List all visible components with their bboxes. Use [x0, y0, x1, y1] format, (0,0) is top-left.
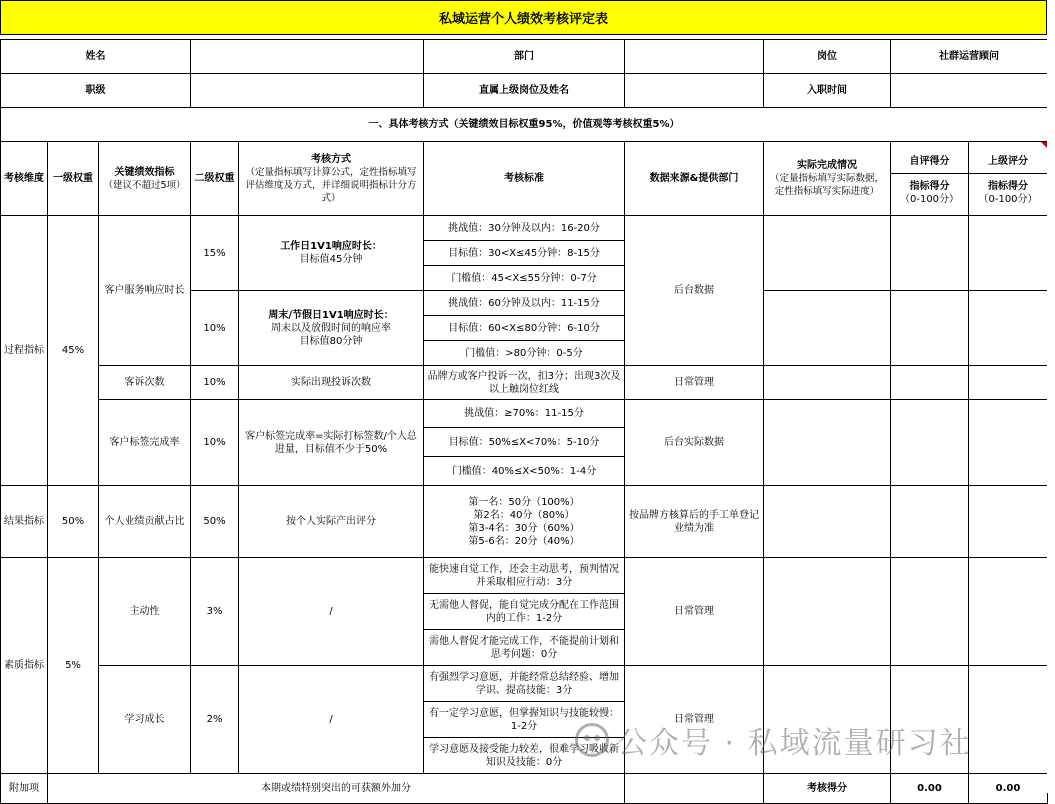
method-workday	[239, 216, 424, 291]
method-initiative: /	[239, 558, 424, 666]
col-kpi-title: 关键绩效指标	[114, 166, 175, 178]
crit-tag-challenge: 挑战值：≥70%：11-15分	[424, 400, 625, 428]
col-self-range: （0-100分）	[899, 194, 960, 205]
self-contribution[interactable]	[891, 486, 969, 558]
name-label: 姓名	[1, 40, 191, 74]
col-standard: 考核标准	[424, 142, 625, 216]
source-contribution: 按品牌方核算后的手工单登记业绩为准	[625, 486, 764, 558]
crit-workday-target: 目标值：30<X≤45分钟：8-15分	[424, 241, 625, 266]
crit-learning-0: 学习意愿及接受能力较差，很难学习吸收新知识及技能：0分	[424, 738, 625, 774]
sup-total: 0.00	[969, 774, 1048, 804]
actual-weekend[interactable]	[764, 291, 891, 366]
total-label: 考核得分	[764, 774, 891, 804]
self-tag-rate[interactable]	[891, 400, 969, 486]
level-label: 职级	[1, 74, 191, 108]
method-tag-rate: 客户标签完成率=实际打标签数/个人总进量，目标值不少于50%	[239, 400, 424, 486]
dept-label: 部门	[424, 40, 625, 74]
col-method-title: 考核方式	[311, 153, 352, 165]
crit-contribution	[424, 486, 625, 558]
dim-quality: 素质指标	[1, 558, 48, 774]
actual-learning[interactable]	[764, 666, 891, 774]
crit-workday-threshold: 门槛值：45<X≤55分钟：0-7分	[424, 266, 625, 291]
appraisal-table	[0, 39, 1048, 804]
kpi-complaints: 客诉次数	[99, 366, 191, 400]
method-workday-body: 目标值45分钟	[299, 254, 363, 265]
kpi-contribution: 个人业绩贡献占比	[99, 486, 191, 558]
sup-tag-rate[interactable]	[969, 400, 1048, 486]
crit-initiative-0: 需他人督促才能完成工作，不能提前计划和思考问题：0分	[424, 630, 625, 666]
kpi-response-time: 客户服务响应时长	[99, 216, 191, 366]
dept-value-cell[interactable]	[625, 40, 764, 74]
col-actual-note: （定量指标填写实际数据，定性指标填写实际进度）	[770, 173, 885, 197]
w1-quality: 5%	[48, 558, 99, 774]
kpi-tag-rate: 客户标签完成率	[99, 400, 191, 486]
method-weekend	[239, 291, 424, 366]
actual-tag-rate[interactable]	[764, 400, 891, 486]
actual-contribution[interactable]	[764, 486, 891, 558]
method-learning: /	[239, 666, 424, 774]
level-value-cell[interactable]	[191, 74, 424, 108]
w1-process: 45%	[48, 216, 99, 486]
sup-workday[interactable]	[969, 216, 1048, 291]
actual-workday[interactable]	[764, 216, 891, 291]
actual-initiative[interactable]	[764, 558, 891, 666]
post-value[interactable]: 社群运营顾问	[891, 40, 1048, 74]
kpi-initiative: 主动性	[99, 558, 191, 666]
crit-weekend-challenge: 挑战值：60分钟及以内：11-15分	[424, 291, 625, 316]
join-date-label: 入职时间	[764, 74, 891, 108]
crit-weekend-target: 目标值：60<X≤80分钟：6-10分	[424, 316, 625, 341]
crit-initiative-2: 无需他人督促，能自觉完成分配在工作范围内的工作：1-2分	[424, 594, 625, 630]
crit-initiative-3: 能快速自觉工作，还会主动思考，预判情况并采取相应行动：3分	[424, 558, 625, 594]
supervisor-value-cell[interactable]	[625, 74, 764, 108]
method-contribution: 按个人实际产出评分	[239, 486, 424, 558]
col-actual-title: 实际完成情况	[797, 160, 858, 171]
join-date-value-cell[interactable]	[891, 74, 1048, 108]
col-weight1: 一级权重	[48, 142, 99, 216]
crit-tag-target: 目标值：50%≤X<70%：5-10分	[424, 428, 625, 457]
method-workday-title: 工作日1V1响应时长：	[280, 241, 382, 252]
crit-tag-threshold: 门槛值：40%≤X<50%：1-4分	[424, 457, 625, 486]
w2-initiative: 3%	[191, 558, 239, 666]
crit-weekend-threshold: 门槛值：>80分钟：0-5分	[424, 341, 625, 366]
method-weekend-body1: 周末以及放假时间的响应率	[271, 322, 392, 334]
crit-rank-2: 第2名：40分（80%）	[473, 509, 575, 521]
sup-complaints[interactable]	[969, 366, 1048, 400]
col-source: 数据来源&提供部门	[625, 142, 764, 216]
self-complaints[interactable]	[891, 366, 969, 400]
crit-rank-1: 第一名：50分（100%）	[468, 496, 580, 508]
w2-workday: 15%	[191, 216, 239, 291]
col-sup-score-title: 上级评分	[969, 151, 1047, 174]
watermark-text: 公众号 · 私域流量研习社	[617, 726, 972, 761]
col-kpi	[99, 142, 191, 216]
w2-learning: 2%	[191, 666, 239, 774]
sup-learning[interactable]	[969, 666, 1048, 774]
source-learning: 日常管理	[625, 666, 764, 774]
source-tag-rate: 后台实际数据	[625, 400, 764, 486]
col-method-note: （定量指标填写计算公式，定性指标填写评估维度及方式，并详细说明指标计分方式）	[245, 166, 417, 204]
col-kpi-note: （建议不超过5项）	[103, 179, 186, 191]
crit-learning-2: 有一定学习意愿，但掌握知识与技能较慢：1-2分	[424, 702, 625, 738]
name-value-cell[interactable]	[191, 40, 424, 74]
col-sup-range: （0-100分）	[978, 194, 1038, 205]
sup-initiative[interactable]	[969, 558, 1048, 666]
crit-workday-challenge: 挑战值：30分钟及以内：16-20分	[424, 216, 625, 241]
crit-learning-3: 有强烈学习意愿，并能经常总结经验、增加学识、提高技能：3分	[424, 666, 625, 702]
self-weekend[interactable]	[891, 291, 969, 366]
crit-rank-3-4: 第3-4名：30分（60%）	[468, 522, 580, 534]
sup-weekend[interactable]	[969, 291, 1048, 366]
method-weekend-body2: 目标值80分钟	[299, 335, 363, 347]
method-complaints: 实际出现投诉次数	[239, 366, 424, 400]
dim-process: 过程指标	[1, 216, 48, 486]
col-dimension: 考核维度	[1, 142, 48, 216]
kpi-learning: 学习成长	[99, 666, 191, 774]
w2-weekend: 10%	[191, 291, 239, 366]
crit-rank-5-6: 第5-6名：20分（40%）	[468, 535, 580, 547]
w1-result: 50%	[48, 486, 99, 558]
extra-blank	[625, 774, 764, 804]
col-self-idx: 指标得分	[909, 181, 950, 192]
col-weight2: 二级权重	[191, 142, 239, 216]
source-initiative: 日常管理	[625, 558, 764, 666]
sup-contribution[interactable]	[969, 486, 1048, 558]
col-sup-idx: 指标得分	[988, 181, 1029, 192]
sheet-edge	[1047, 35, 1055, 793]
w2-complaints: 10%	[191, 366, 239, 400]
self-workday[interactable]	[891, 216, 969, 291]
col-self-score-title: 自评得分	[891, 151, 968, 174]
crit-complaints: 品牌方或客户投诉一次，扣3分；出现3次及以上触岗位红线	[424, 366, 625, 400]
self-learning[interactable]	[891, 666, 969, 774]
source-response: 后台数据	[625, 216, 764, 366]
w2-tag-rate: 10%	[191, 400, 239, 486]
col-actual	[764, 142, 891, 216]
section-heading: 一、具体考核方式（关键绩效目标权重95%，价值观等考核权重5%）	[1, 108, 1048, 142]
col-method	[239, 142, 424, 216]
self-total: 0.00	[891, 774, 969, 804]
sheet-title: 私域运营个人绩效考核评定表	[0, 0, 1047, 35]
col-self-score	[891, 142, 969, 216]
w2-contribution: 50%	[191, 486, 239, 558]
self-initiative[interactable]	[891, 558, 969, 666]
actual-complaints[interactable]	[764, 366, 891, 400]
extra-text: 本期或绩特别突出的可获额外加分	[48, 774, 625, 804]
dim-result: 结果指标	[1, 486, 48, 558]
supervisor-label: 直属上级岗位及姓名	[424, 74, 625, 108]
method-weekend-title: 周末/节假日1V1响应时长：	[268, 309, 394, 321]
post-label: 岗位	[764, 40, 891, 74]
extra-label: 附加项	[1, 774, 48, 804]
col-sup-score	[969, 142, 1048, 216]
source-complaints: 日常管理	[625, 366, 764, 400]
